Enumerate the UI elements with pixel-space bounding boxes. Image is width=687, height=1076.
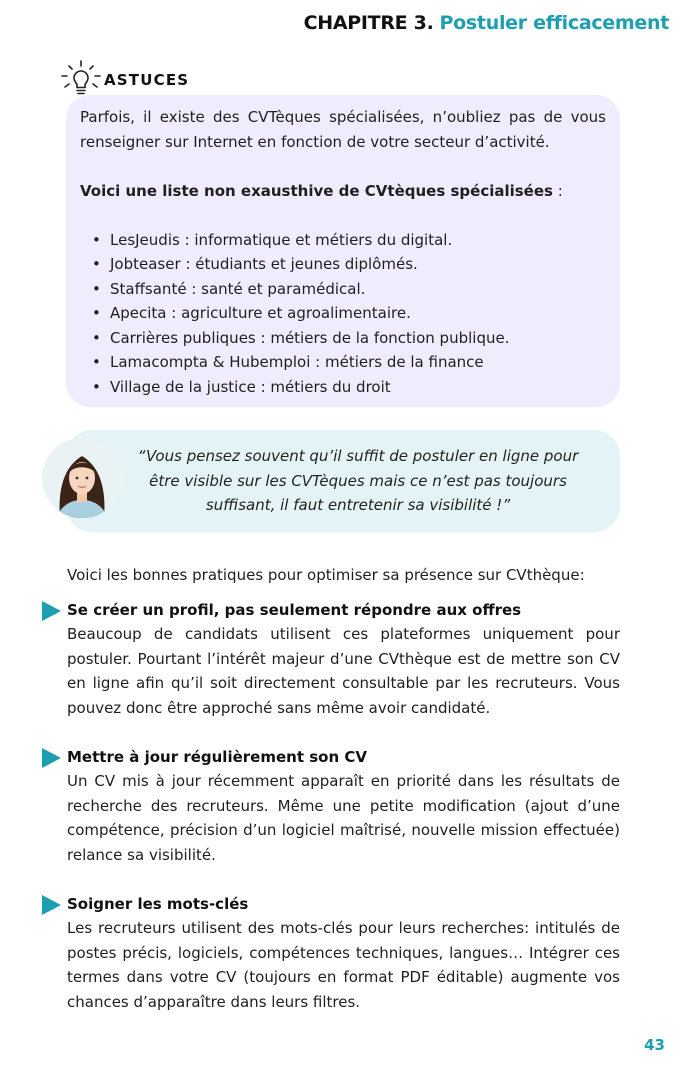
play-arrow-icon <box>40 894 62 916</box>
chapter-number: CHAPITRE 3. <box>303 12 434 34</box>
list-item: • Staffsanté : santé et paramédical. <box>90 277 606 302</box>
astuces-heading <box>60 60 189 100</box>
cvtheque-list <box>90 228 606 400</box>
section-update-cv <box>67 745 620 868</box>
tips-box <box>66 95 620 407</box>
chapter-title: Postuler efficacement <box>439 12 669 34</box>
astuces-label: ASTUCES <box>104 71 190 89</box>
tips-list-title-text: Voici une liste non exausthive de CVtèques spécialisées <box>80 181 553 200</box>
tips-list-title <box>80 179 606 204</box>
practices-intro: Voici les bonnes pratiques pour optimiser sa présence sur CVthèque: <box>67 566 585 584</box>
page-number: 43 <box>644 1036 665 1054</box>
avatar <box>42 438 122 518</box>
chapter-heading <box>304 12 669 34</box>
section-profile <box>67 598 620 721</box>
section-body: Beaucoup de candidats utilisent ces plateformes uniquement pour postuler. Pourtant l’intérêt majeur d’une CVthèque est de mettre son CV en ligne afin qu’il soit directement consultable par les recruteurs. Vous pouvez donc être approché sans même avoir candidaté. <box>67 625 620 717</box>
quote-text: “Vous pensez souvent qu’il suffit de postuler en ligne pour être visible sur les CVTèques mais ce n’est pas toujours suffisant, il faut entretenir sa visibilité !” <box>137 447 579 514</box>
tips-list-title-suffix: : <box>552 181 563 200</box>
list-item: • Carrières publiques : métiers de la fonction publique. <box>90 326 606 351</box>
section-keywords <box>67 892 620 1015</box>
section-body: Les recruteurs utilisent des mots-clés pour leurs recherches: intitulés de postes précis, logiciels, compétences techniques, langues… Intégrer ces termes dans votre CV (toujours en format PDF éditable) augmente vos chances d’apparaître dans leurs filtres. <box>67 919 620 1011</box>
quote-box <box>66 430 620 532</box>
list-item: • Lamacompta & Hubemploi : métiers de la finance <box>90 350 606 375</box>
play-arrow-icon <box>40 600 62 622</box>
section-title: Se créer un profil, pas seulement répondre aux offres <box>67 600 522 619</box>
list-item: • Apecita : agriculture et agroalimentaire. <box>90 301 606 326</box>
lightbulb-icon <box>60 60 102 100</box>
list-item: • Village de la justice : métiers du droit <box>90 375 606 400</box>
tips-intro: Parfois, il existe des CVTèques spécialisées, n’oubliez pas de vous renseigner sur Internet en fonction de votre secteur d’activité. <box>80 108 606 151</box>
section-body: Un CV mis à jour récemment apparaît en priorité dans les résultats de recherche des recruteurs. Même une petite modification (ajout d’une compétence, précision d’un logiciel maîtrisé, nouvelle mission effectuée) relance sa visibilité. <box>67 772 620 864</box>
main-content <box>67 563 620 1039</box>
list-item: • Jobteaser : étudiants et jeunes diplômés. <box>90 252 606 277</box>
play-arrow-icon <box>40 747 62 769</box>
list-item: • LesJeudis : informatique et métiers du digital. <box>90 228 606 253</box>
section-title: Soigner les mots-clés <box>67 894 249 913</box>
section-title: Mettre à jour régulièrement son CV <box>67 747 367 766</box>
